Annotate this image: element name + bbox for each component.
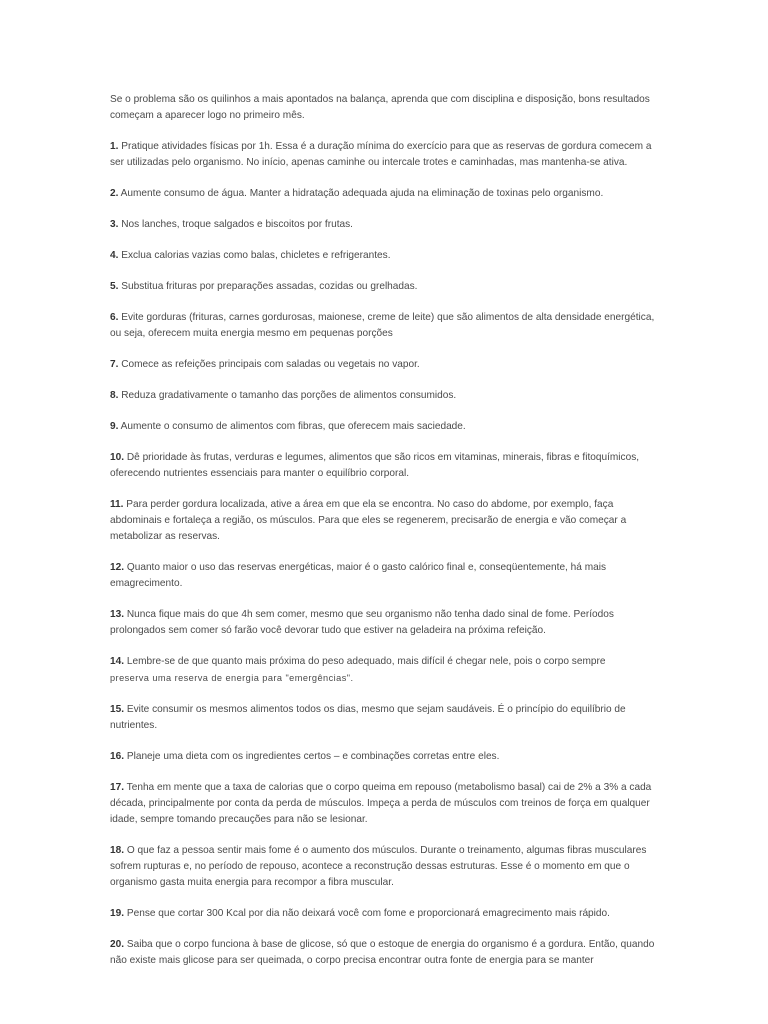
tip-text: Nunca fique mais do que 4h sem comer, mesmo que seu organismo não tenha dado sinal de fome. Períodos prolongados sem comer só farão você devorar tudo que estiver na geladeira na próxima refeição. (110, 609, 614, 636)
tip-text: Evite consumir os mesmos alimentos todos os dias, mesmo que sejam saudáveis. É o princípio do equilíbrio de nutrientes. (110, 704, 626, 731)
tip-text: Para perder gordura localizada, ative a área em que ela se encontra. No caso do abdome, por exemplo, faça abdominais e fortaleça a região, os músculos. Para que eles se regenerem, precisarão de energia e vão começar a metabolizar as reservas. (110, 499, 627, 542)
tip-2 (110, 186, 658, 202)
tip-10 (110, 450, 658, 482)
tip-text: Nos lanches, troque salgados e biscoitos por frutas. (121, 219, 353, 230)
tip-number: 13. (110, 609, 125, 620)
tip-9 (110, 419, 658, 435)
tip-11 (110, 497, 658, 545)
document-body (110, 92, 658, 984)
tip-15 (110, 702, 658, 734)
tip-text: Reduza gradativamente o tamanho das porções de alimentos consumidos. (121, 390, 457, 401)
tip-text: Pense que cortar 300 Kcal por dia não deixará você com fome e proporcionará emagrecimento mais rápido. (126, 908, 610, 919)
tip-number: 20. (110, 939, 125, 950)
tip-14 (110, 654, 658, 687)
tip-text: Exclua calorias vazias como balas, chicletes e refrigerantes. (121, 250, 391, 261)
tip-text: Evite gorduras (frituras, carnes gordurosas, maionese, creme de leite) que são alimentos de alta densidade energética, ou seja, oferecem muita energia mesmo em pequenas porções (110, 312, 655, 339)
tip-8 (110, 388, 658, 404)
tip-number: 10. (110, 452, 125, 463)
tip-number: 1. (110, 141, 119, 152)
tip-text: O que faz a pessoa sentir mais fome é o aumento dos músculos. Durante o treinamento, algumas fibras musculares sofrem rupturas e, no período de repouso, acontece a reconstrução dessas estruturas. Esse é o momento em que o organismo gasta muita energia para recompor a fibra muscular. (110, 845, 647, 888)
tip-1 (110, 139, 658, 171)
tip-number: 14. (110, 656, 125, 667)
tip-number: 4. (110, 250, 119, 261)
tip-text: Quanto maior o uso das reservas energéticas, maior é o gasto calórico final e, conseqüentemente, há mais emagrecimento. (110, 562, 607, 589)
tip-text: Lembre-se de que quanto mais próxima do peso adequado, mais difícil é chegar nele, pois o corpo sempre (126, 656, 606, 667)
tip-13 (110, 607, 658, 639)
tip-19 (110, 906, 658, 922)
tip-text: Aumente consumo de água. Manter a hidratação adequada ajuda na eliminação de toxinas pelo organismo. (120, 188, 604, 199)
tip-text: Saiba que o corpo funciona à base de glicose, só que o estoque de energia do organismo é a gordura. Então, quando não existe mais glicose para ser queimada, o corpo precisa encontrar outra fonte de energia para se manter (110, 939, 655, 966)
tip-6 (110, 310, 658, 342)
tip-number: 8. (110, 390, 119, 401)
tip-number: 7. (110, 359, 119, 370)
tip-number: 12. (110, 562, 125, 573)
tip-number: 3. (110, 219, 119, 230)
tip-text: Aumente o consumo de alimentos com fibras, que oferecem mais saciedade. (120, 421, 466, 432)
tip-number: 5. (110, 281, 119, 292)
tip-number: 18. (110, 845, 125, 856)
tip-text: Dê prioridade às frutas, verduras e legumes, alimentos que são ricos em vitaminas, minerais, fibras e fitoquímicos, oferecendo nutrientes essenciais para manter o equilíbrio corporal. (110, 452, 640, 479)
tip-20 (110, 937, 658, 969)
tip-number: 19. (110, 908, 125, 919)
intro-paragraph: Se o problema são os quilinhos a mais apontados na balança, aprenda que com disciplina e disposição, bons resultados começam a aparecer logo no primeiro mês. (110, 94, 650, 121)
tip-number: 9. (110, 421, 119, 432)
tip-text-continuation: preserva uma reserva de energia para "emergências". (110, 673, 354, 683)
tip-7 (110, 357, 658, 373)
tip-4 (110, 248, 658, 264)
tip-text: Tenha em mente que a taxa de calorias que o corpo queima em repouso (metabolismo basal) cai de 2% a 3% a cada década, principalmente por conta da perda de músculos. Impeça a perda de músculos com treinos de força em qualquer idade, sempre tomando precauções para não se lesionar. (110, 782, 652, 825)
tip-5 (110, 279, 658, 295)
tip-text: Pratique atividades físicas por 1h. Essa é a duração mínima do exercício para que as reservas de gordura comecem a ser utilizadas pelo organismo. No início, apenas caminhe ou intercale trotes e caminhadas, mas mantenha-se ativa. (110, 141, 652, 168)
tip-12 (110, 560, 658, 592)
tip-16 (110, 749, 658, 765)
tip-number: 17. (110, 782, 125, 793)
tip-18 (110, 843, 658, 891)
tip-number: 6. (110, 312, 119, 323)
tip-number: 2. (110, 188, 119, 199)
tip-3 (110, 217, 658, 233)
tip-text: Substitua frituras por preparações assadas, cozidas ou grelhadas. (121, 281, 418, 292)
tip-text: Planeje uma dieta com os ingredientes certos – e combinações corretas entre eles. (126, 751, 500, 762)
tip-number: 16. (110, 751, 125, 762)
tip-number: 11. (110, 499, 124, 510)
tip-text: Comece as refeições principais com saladas ou vegetais no vapor. (121, 359, 420, 370)
tip-17 (110, 780, 658, 828)
tip-number: 15. (110, 704, 125, 715)
